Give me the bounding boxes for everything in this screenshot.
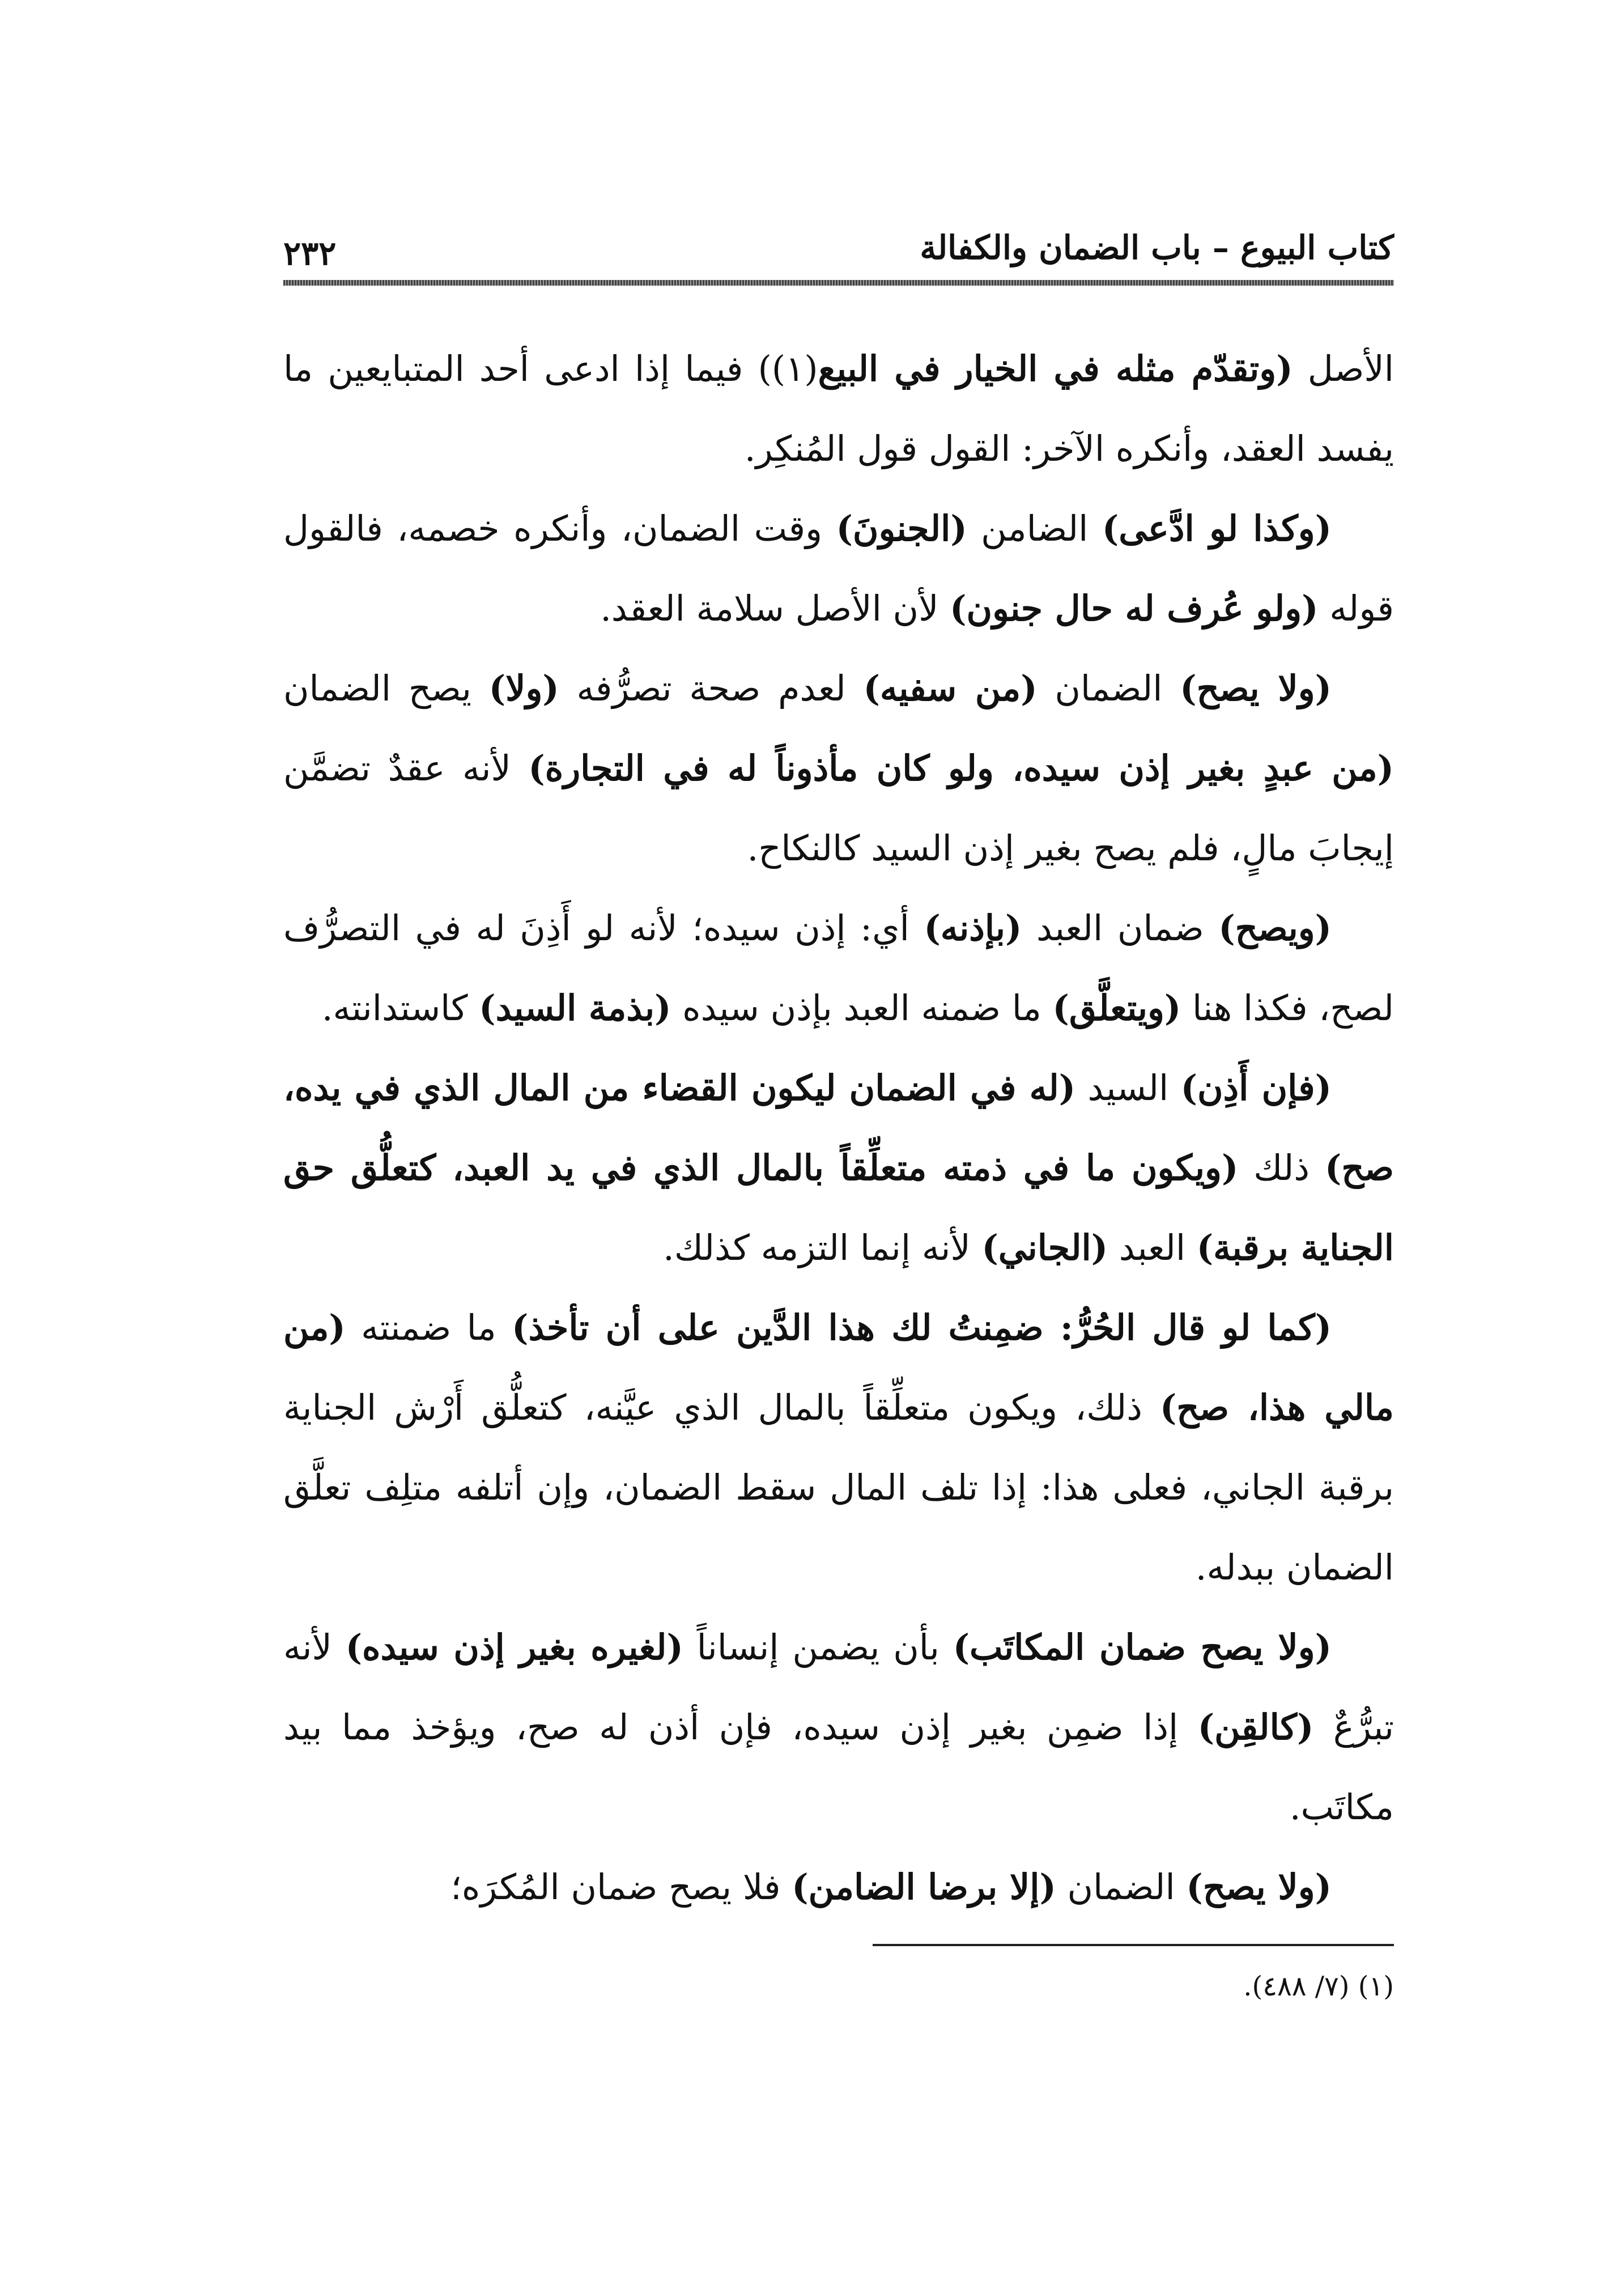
matn-text: (ولا) <box>488 668 559 709</box>
matn-text: (ويتعلَّق) <box>1052 987 1181 1029</box>
matn-text: (لغيره بغير إذن سيده) <box>345 1627 683 1668</box>
matn-text: (بإذنه) <box>924 907 1022 949</box>
sharh-text: الضامن <box>967 508 1102 549</box>
sharh-text: لعدم صحة تصرُّفه <box>559 668 864 709</box>
sharh-text: لأنه تبرُّعٌ <box>283 1627 1394 1748</box>
matn-text: (بذمة السيد) <box>479 987 671 1029</box>
matn-text: (إلا برضا الضامن) <box>792 1866 1056 1908</box>
paragraph <box>283 1847 1394 1927</box>
paragraph <box>283 1288 1394 1607</box>
sharh-text: إذا ضمِن بغير إذن سيده، فإن أذن له صح، ويؤخذ مما بيد مكاتَب. <box>283 1706 1394 1828</box>
body-text <box>283 329 1394 1927</box>
paragraph <box>283 489 1394 648</box>
matn-text: (كما لو قال الحُرُّ: ضمِنتُ لك هذا الدَّين على أن تأخذ) <box>512 1307 1332 1348</box>
paragraph <box>283 1607 1394 1847</box>
matn-text: (ولا يصح) <box>1180 668 1332 709</box>
sharh-text: لأنه عقدٌ تضمَّن إيجابَ مالٍ، فلم يصح بغير إذن السيد كالنكاح. <box>283 748 1394 869</box>
matn-text: (ولو عُرف له حال جنون) <box>950 588 1319 629</box>
sharh-text: لأن الأصل سلامة العقد. <box>600 588 950 629</box>
sharh-text: العبد <box>1108 1227 1197 1268</box>
matn-text: (الجنونَ) <box>836 508 967 549</box>
matn-text: (ويكون ما في ذمته متعلِّقاً بالمال الذي في يد العبد، كتعلُّق حق الجناية برقبة) <box>283 1147 1394 1268</box>
sharh-text: وقت الضمان، وأنكره خصمه، فالقول قوله <box>283 508 1394 629</box>
paragraph <box>283 1048 1394 1288</box>
paragraph <box>283 329 1394 489</box>
matn-text: (من سفيه) <box>863 668 1038 709</box>
matn-text: (كالقِن) <box>1197 1706 1314 1748</box>
matn-text: (وتقدّم مثله في الخيار في البيع <box>818 348 1293 389</box>
matn-text: (من عبدٍ بغير إذن سيده، ولو كان مأذوناً له في التجارة) <box>528 748 1394 789</box>
sharh-text: ذلك، ويكون متعلِّقاً بالمال الذي عيَّنه، كتعلُّق أَرْش الجناية برقبة الجاني، فعلى هذا: إذا تلف المال سقط الضمان، وإن أتلفه متلِف تعلَّق الضمان ببدله. <box>283 1387 1394 1588</box>
matn-text: (من مالي هذا، صح) <box>283 1307 1394 1428</box>
sharh-text: (١) <box>771 348 818 389</box>
sharh-text: بأن يضمن إنساناً <box>683 1627 953 1668</box>
matn-text: (ولا يصح ضمان المكاتَب) <box>953 1627 1332 1668</box>
sharh-text: الضمان <box>1056 1866 1187 1908</box>
matn-text: (ويصح) <box>1218 907 1332 949</box>
page-header <box>283 224 1394 281</box>
paragraph <box>283 648 1394 888</box>
sharh-text: فلا يصح ضمان المُكرَه؛ <box>450 1866 792 1908</box>
sharh-text: ما ضمنته <box>345 1307 512 1348</box>
sharh-text: السيد <box>1075 1067 1181 1109</box>
sharh-text: ذلك <box>1238 1147 1325 1188</box>
footnote: (١) (٧/ ٤٨٨). <box>1243 1971 1394 2002</box>
page-number: ٢٣٢ <box>283 234 337 273</box>
running-title: كتاب البيوع – باب الضمان والكفالة <box>920 228 1394 267</box>
sharh-text: الضمان <box>1037 668 1180 709</box>
sharh-text: لأنه إنما التزمه كذلك. <box>663 1227 982 1268</box>
sharh-text: ما ضمنه العبد بإذن سيده <box>671 987 1053 1029</box>
matn-text: (ولا يصح) <box>1186 1866 1332 1908</box>
sharh-text: ) فيما إذا ادعى أحد المتبايعين ما يفسد العقد، وأنكره الآخر: القول قول المُنكِر. <box>283 348 1394 469</box>
sharh-text: كاستدانته. <box>321 987 479 1029</box>
matn-text: (وكذا لو ادَّعى) <box>1102 508 1332 549</box>
sharh-text: يصح الضمان <box>283 668 489 709</box>
header-rule <box>283 280 1394 286</box>
footnote-separator <box>873 1944 1394 1946</box>
matn-text: (له في الضمان ليكون القضاء من المال الذي في يده، صح) <box>283 1067 1394 1188</box>
matn-text: (فإن أَذِن) <box>1180 1067 1332 1109</box>
sharh-text: ضمان العبد <box>1022 907 1219 949</box>
paragraph <box>283 888 1394 1048</box>
matn-text: (الجاني) <box>981 1227 1108 1268</box>
sharh-text: أي: إذن سيده؛ لأنه لو أَذِنَ له في التصرُّف لصح، فكذا هنا <box>283 907 1394 1029</box>
sharh-text: الأصل <box>1293 348 1394 389</box>
